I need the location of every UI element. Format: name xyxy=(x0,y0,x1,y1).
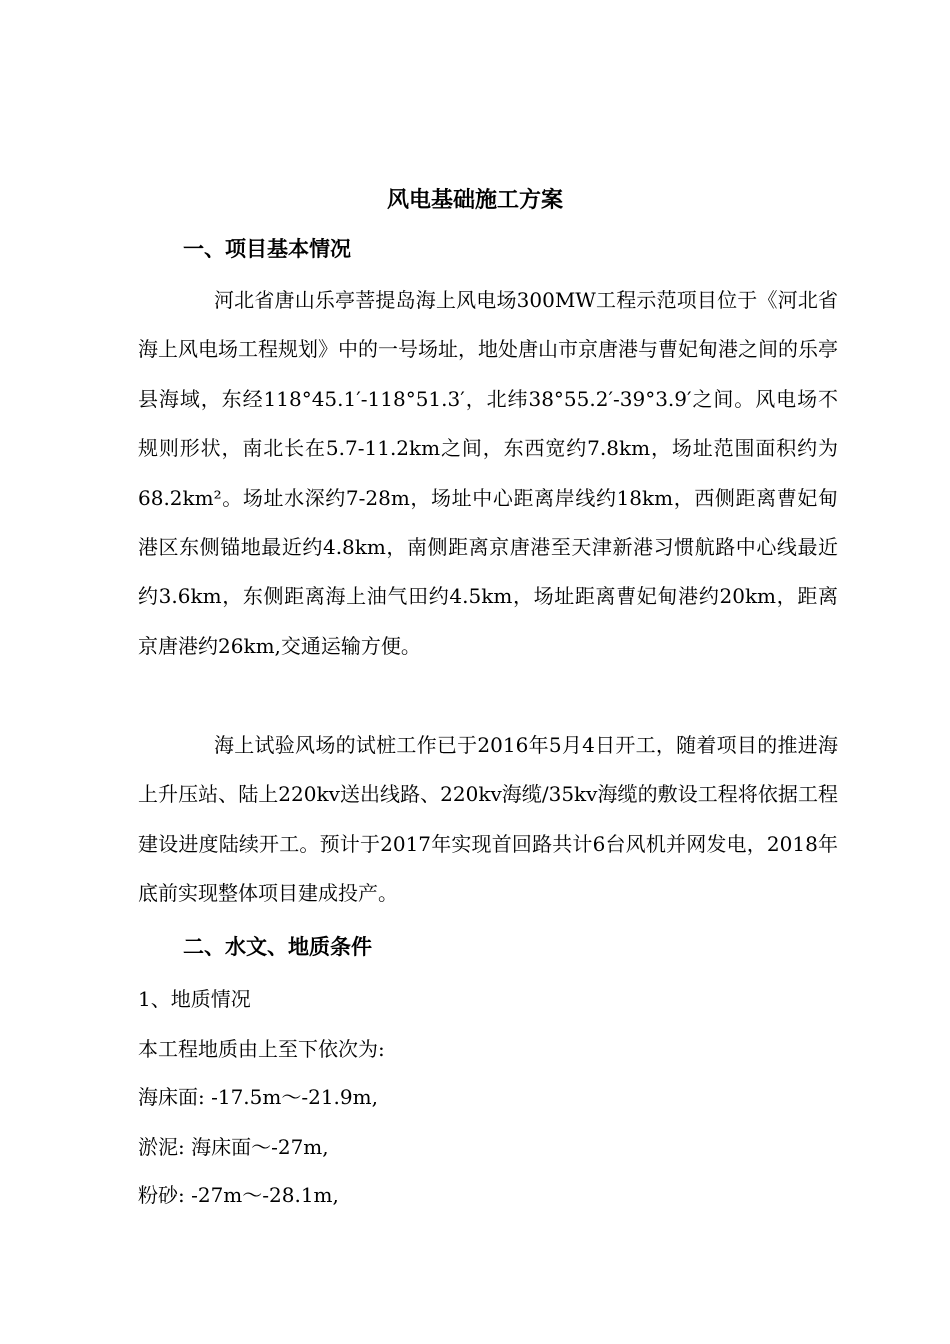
section-heading-hydro-geology: 二、水文、地质条件 xyxy=(183,935,372,959)
subheading-geology: 1、地质情况 xyxy=(138,987,251,1011)
geology-layer-item: 粉砂: -27m～-28.1m, xyxy=(138,1183,339,1207)
geology-layer-item: 淤泥: 海床面～-27m, xyxy=(138,1135,329,1159)
paragraph-project-progress: 海上试验风场的试桩工作已于2016年5月4日开工，随着项目的推进海上升压站、陆上220kv送出线路、220kv海缆/35kv海缆的敷设工程将依据工程建设进度陆续开工。预计于2017年实现首回路共计6台风机并网发电，2018年底前实现整体项目建成投产。 xyxy=(138,733,838,906)
geology-layer-item: 海床面: -17.5m～-21.9m, xyxy=(138,1085,378,1109)
geology-intro: 本工程地质由上至下依次为: xyxy=(138,1037,385,1061)
paragraph-project-location: 河北省唐山乐亭菩提岛海上风电场300MW工程示范项目位于《河北省海上风电场工程规划》中的一号场址，地处唐山市京唐港与曹妃甸港之间的乐亭县海域，东经118°45.1′-118°51.3′，北纬38°55.2′-39°3.9′之间。风电场不规则形状，南北长在5.7-11.2km之间，东西宽约7.8km，场址范围面积约为68.2km²。场址水深约7-28m，场址中心距离岸线约18km，西侧距离曹妃甸港区东侧锚地最近约4.8km，南侧距离京唐港至天津新港习惯航路中心线最近约3.6km，东侧距离海上油气田约4.5km，场址距离曹妃甸港约20km，距离京唐港约26km,交通运输方便。 xyxy=(138,288,838,658)
section-heading-project-overview: 一、项目基本情况 xyxy=(183,237,351,261)
document-title: 风电基础施工方案 xyxy=(386,188,563,213)
